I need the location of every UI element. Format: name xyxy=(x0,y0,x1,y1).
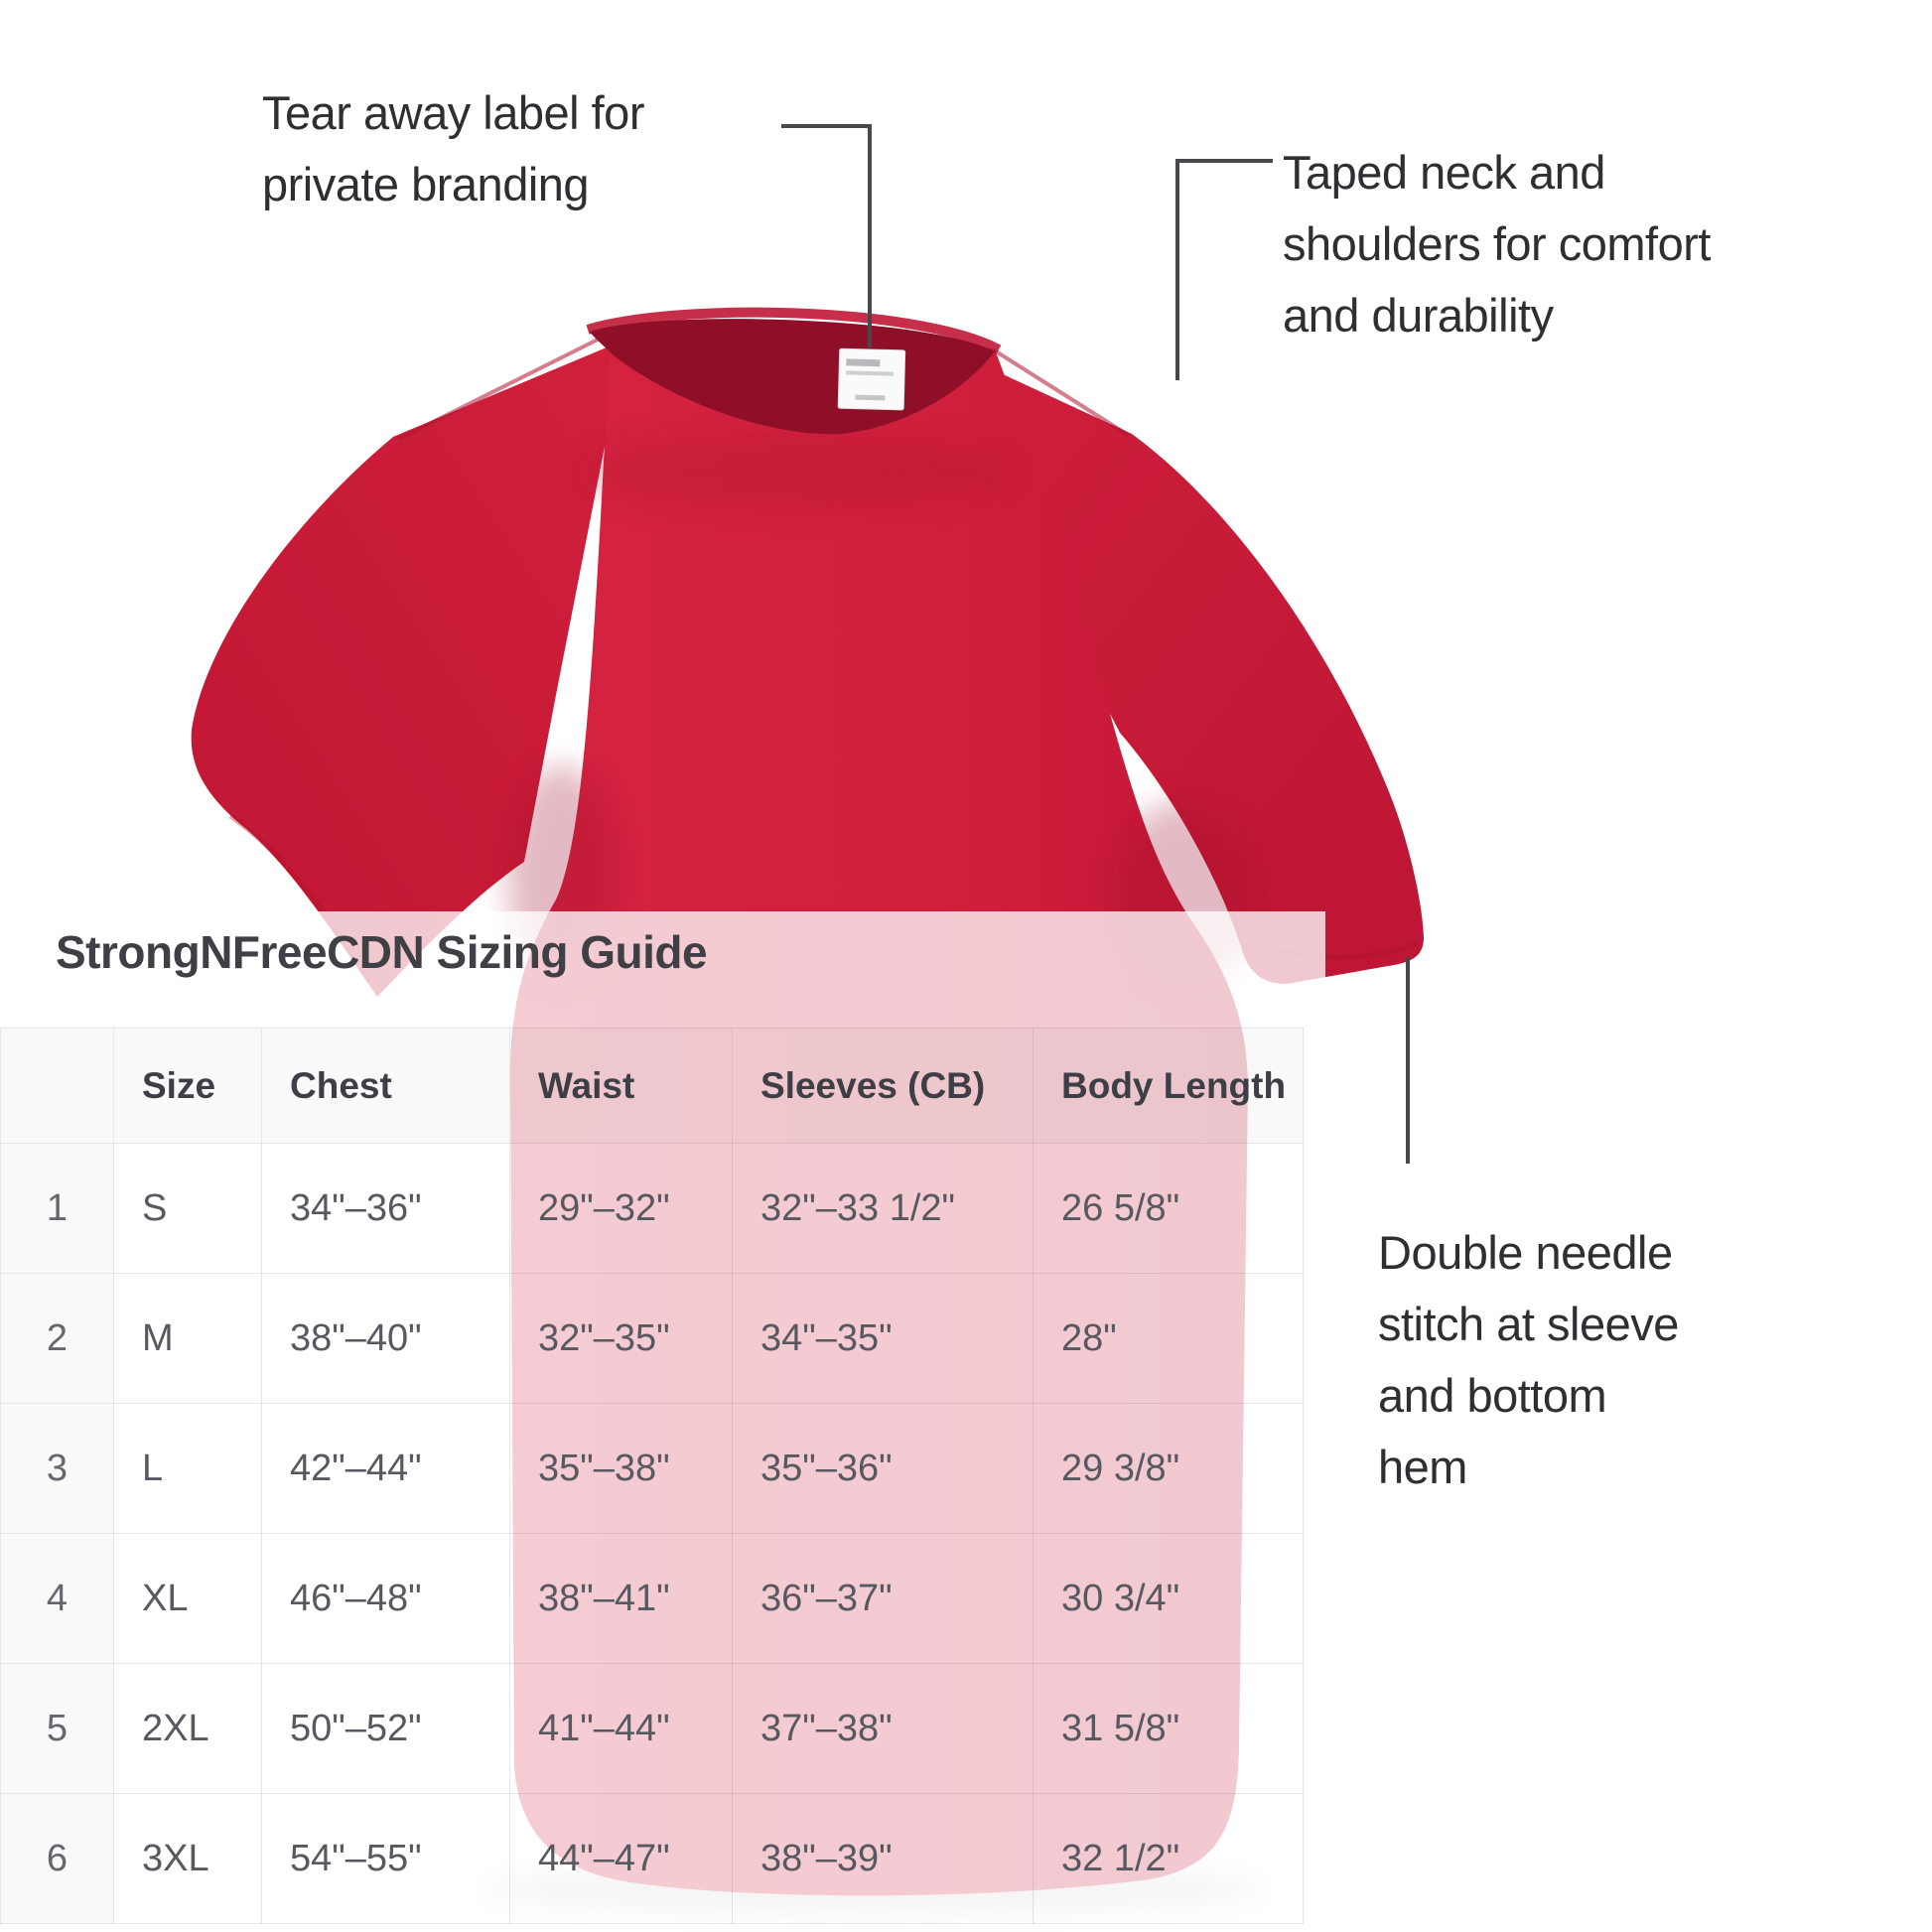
header-cell: Size xyxy=(114,1029,262,1144)
table-row xyxy=(1,1144,1304,1274)
sizing-table xyxy=(0,1028,1304,1924)
annotation-text-line: and bottom xyxy=(1378,1369,1607,1422)
table-cell: 32"–33 1/2" xyxy=(733,1144,1034,1274)
row-number-cell: 2 xyxy=(1,1274,114,1404)
annotation-text-line: and durability xyxy=(1283,289,1554,342)
chest-shadow xyxy=(581,430,1008,513)
table-cell: 28" xyxy=(1034,1274,1304,1404)
table-cell: 37"–38" xyxy=(733,1664,1034,1794)
table-cell: 44"–47" xyxy=(510,1794,733,1924)
annotation-text-line: shoulders for comfort xyxy=(1283,217,1711,270)
annotation-text-line: stitch at sleeve xyxy=(1378,1298,1679,1350)
table-row xyxy=(1,1794,1304,1924)
table-cell: 41"–44" xyxy=(510,1664,733,1794)
annotation-text-line: hem xyxy=(1378,1441,1467,1493)
annotation-taped-neck xyxy=(1283,137,1711,351)
header-cell xyxy=(1,1029,114,1144)
table-cell: S xyxy=(114,1144,262,1274)
table-cell: 38"–39" xyxy=(733,1794,1034,1924)
annotation-double-needle xyxy=(1378,1217,1679,1503)
table-cell: 32 1/2" xyxy=(1034,1794,1304,1924)
annotation-text-line: Tear away label for xyxy=(262,86,644,139)
table-cell: 31 5/8" xyxy=(1034,1664,1304,1794)
header-cell: Sleeves (CB) xyxy=(733,1029,1034,1144)
sizing-guide-title: StrongNFreeCDN Sizing Guide xyxy=(56,926,708,978)
annotation-text-line: private branding xyxy=(262,158,590,210)
table-cell: 46"–48" xyxy=(262,1534,510,1664)
table-cell: XL xyxy=(114,1534,262,1664)
table-cell: 38"–41" xyxy=(510,1534,733,1664)
table-body xyxy=(1,1144,1304,1924)
table-cell: 2XL xyxy=(114,1664,262,1794)
table-cell: 50"–52" xyxy=(262,1664,510,1794)
annotation-text-line: Taped neck and xyxy=(1283,146,1605,199)
table-cell: 3XL xyxy=(114,1794,262,1924)
table-cell: 36"–37" xyxy=(733,1534,1034,1664)
callout-line-taped-neck xyxy=(1177,161,1273,380)
table-cell: 26 5/8" xyxy=(1034,1144,1304,1274)
table-row xyxy=(1,1274,1304,1404)
table-cell: 34"–36" xyxy=(262,1144,510,1274)
table-cell: 29 3/8" xyxy=(1034,1404,1304,1534)
annotation-text-line: Double needle xyxy=(1378,1226,1673,1279)
table-cell: 35"–38" xyxy=(510,1404,733,1534)
table-header-row xyxy=(1,1029,1304,1144)
table-cell: 38"–40" xyxy=(262,1274,510,1404)
table-cell: 54"–55" xyxy=(262,1794,510,1924)
header-cell: Body Length xyxy=(1034,1029,1304,1144)
header-cell: Waist xyxy=(510,1029,733,1144)
neck-care-label xyxy=(838,348,905,410)
row-number-cell: 5 xyxy=(1,1664,114,1794)
header-cell: Chest xyxy=(262,1029,510,1144)
row-number-cell: 4 xyxy=(1,1534,114,1664)
table-row xyxy=(1,1664,1304,1794)
table-row xyxy=(1,1534,1304,1664)
table-row xyxy=(1,1404,1304,1534)
row-number-cell: 3 xyxy=(1,1404,114,1534)
row-number-cell: 6 xyxy=(1,1794,114,1924)
table-cell: 29"–32" xyxy=(510,1144,733,1274)
table-cell: M xyxy=(114,1274,262,1404)
table-cell: 35"–36" xyxy=(733,1404,1034,1534)
table-cell: 32"–35" xyxy=(510,1274,733,1404)
table-cell: 42"–44" xyxy=(262,1404,510,1534)
table-cell: L xyxy=(114,1404,262,1534)
table-cell: 34"–35" xyxy=(733,1274,1034,1404)
row-number-cell: 1 xyxy=(1,1144,114,1274)
annotation-tear-away-label xyxy=(262,77,644,220)
table-cell: 30 3/4" xyxy=(1034,1534,1304,1664)
